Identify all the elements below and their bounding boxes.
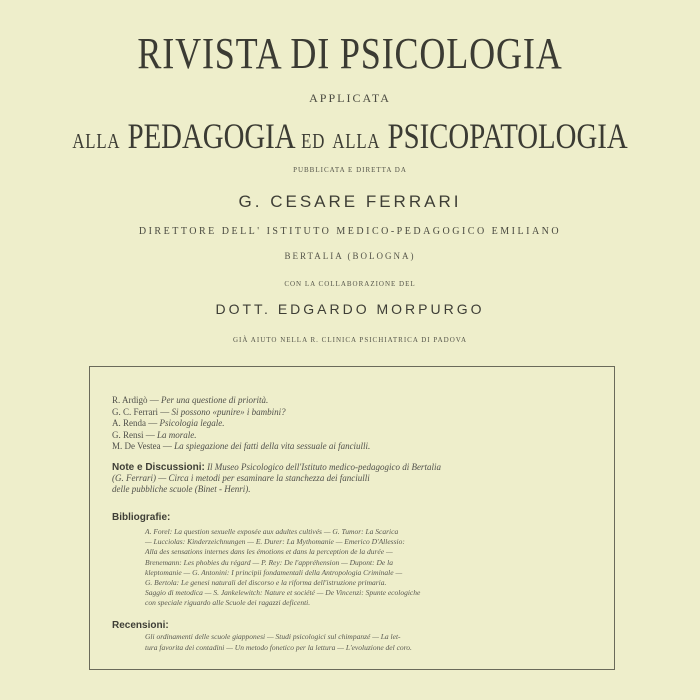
recensioni-heading: Recensioni: — [112, 620, 169, 631]
article-title: Si possono «punire» i bambini? — [171, 406, 286, 417]
notes-text-line: delle pubbliche scuole (Binet - Henri). — [112, 484, 251, 494]
collaboration-line: CON LA COLLABORAZIONE DEL — [284, 280, 416, 288]
list-item — [112, 418, 602, 430]
bibliografie-line: A. Forel: La question sexuelle exposée aux adultes cultivés — G. Tumor: La Scarica — [145, 527, 399, 536]
bibliografie-list — [145, 527, 600, 609]
bibliografie-line: Saggio di metodica — S. Jankelewitch: Nature et société — De Vincenzi: Spunte ecologiche — [145, 588, 421, 598]
recensioni-list — [145, 632, 600, 653]
article-title: La morale. — [157, 429, 197, 440]
article-title: La spiegazione dei fatti della vita sessuale ai fanciulli. — [174, 441, 371, 451]
bibliografie-line: G. Bertola: Le genesi naturali del discorso e la riforma dell'istruzione primaria. — [145, 578, 387, 588]
bibliografie-line: Alla des sensations internes dans les émotions et dans la perception de la durée — — [145, 547, 393, 557]
editor-affiliation: DIRETTORE DELL' ISTITUTO MEDICO-PEDAGOGICO EMILIANO — [138, 226, 562, 237]
article-title: Psicologia legale. — [159, 418, 225, 428]
list-item — [112, 430, 602, 442]
published-by-line: PUBBLICATA E DIRETTA DA — [293, 166, 407, 174]
journal-title: RIVISTA DI PSICOLOGIA — [137, 29, 563, 78]
bibliografie-line: con speciale riguardo alle Scuole dei ragazzi deficenti. — [145, 598, 311, 608]
collaborator-affiliation: GIÀ AIUTO NELLA R. CLINICA PSICHIATRICA DI PADOVA — [233, 336, 467, 344]
subtitle-fields — [70, 115, 630, 157]
subtitle-ed: ED — [301, 129, 326, 153]
article-author: A. Renda — [112, 418, 146, 428]
bibliografie-heading: Bibliografie: — [112, 512, 171, 523]
subtitle-psicopatologia: PSICOPATOLOGIA — [387, 116, 628, 156]
notes-text-line: Il Museo Psicologico dell'Istituto medico-pedagogico di Bertalia — [207, 462, 441, 472]
notes-section — [112, 462, 602, 495]
article-author: G. Rensi — [112, 429, 144, 440]
articles-list — [112, 395, 602, 453]
separator: — — [160, 441, 175, 451]
collaborator-name: DOTT. EDGARDO MORPURGO — [215, 301, 485, 317]
recensioni-line: Gli ordinamenti delle scuole giapponesi — Studi psicologici sul chimpanzé — La let- — [145, 632, 401, 641]
article-title: Per una questione di priorità. — [161, 395, 269, 405]
notes-text-line: (G. Ferrari) — Circa i metodi per esaminare la stanchezza dei fanciulli — [112, 473, 370, 483]
subtitle-pedagogia: PEDAGOGIA — [127, 116, 294, 156]
subtitle-alla-2: ALLA — [332, 129, 381, 153]
bibliografie-line: kleptomanie — G. Antonini: I principii fondamentali della Antropologia Criminale — — [145, 567, 403, 577]
list-item — [112, 395, 602, 407]
list-item — [112, 407, 602, 419]
editor-name: G. CESARE FERRARI — [238, 192, 462, 211]
bibliografie-line: — Lucciolas: Kinderzeichnungen — E. Durer: La Mythomanie — Emerico D'Allessio: — [145, 537, 405, 547]
subtitle-applicata: APPLICATA — [309, 91, 391, 105]
article-author: G. C. Ferrari — [112, 406, 158, 417]
separator: — — [146, 418, 160, 428]
separator: — — [158, 406, 172, 417]
editor-location: BERTALIA (BOLOGNA) — [284, 251, 416, 261]
recensioni-line: tura favorita dei contadini — Un metodo fonetico per la lettura — L'evoluzione del coro. — [145, 642, 412, 652]
bibliografie-line: Brenemann: Les phobies du régard — P. Rey: De l'appréhension — Dupont: De la — [145, 557, 393, 567]
subtitle-alla-1: ALLA — [72, 129, 121, 153]
list-item — [112, 441, 602, 453]
separator: — — [143, 429, 157, 440]
article-author: M. De Vestea — [112, 441, 161, 451]
article-author: R. Ardigò — [112, 395, 148, 405]
separator: — — [147, 395, 162, 405]
notes-heading: Note e Discussioni: — [112, 462, 205, 473]
